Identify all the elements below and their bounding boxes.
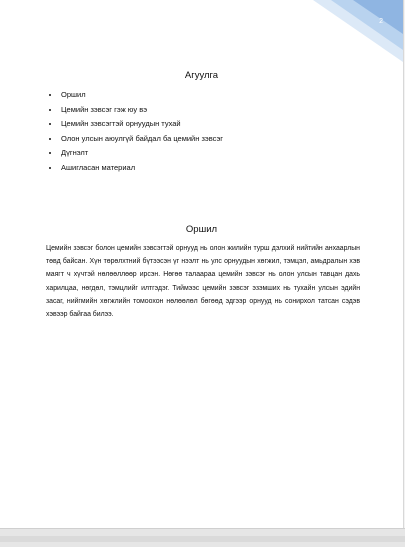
page-number: 2 xyxy=(379,18,383,25)
toc-item: • Олон улсын аюулгүй байдал ба цемийн зэвсэг xyxy=(60,132,223,147)
section-body: Цемийн зэвсэг болон цемийн зэвсэгтэй орнууд нь олон жилийн турш дэлхий нийтийн анхаарлын төвд байсан. Хүн төрөлхтний бүтээсэн үг нээлт нь улс орнуудын хөгжил, тэмцэл, амьдралын хэв маягт ч хүчтэй нөлөөллөөр ирсэн. Нөгөө талаараа цемийн зэвсэг нь олон улсын тавцан дахь харилцаа, нөгдөл, тэмцлийг илтгэдэг. Тиймээс цемийн зэвсэг эзэмших нь тухайн улсын эдийн засаг, нийгмийн хөгжлийн томоохон нөлөөлөл бөгөөд эдгээр орнууд нь сонирхол татсан сэдэв хэвээр байгаа билээ. xyxy=(46,245,360,319)
page-corner-decoration xyxy=(313,0,403,62)
section-title: Оршил xyxy=(185,224,218,235)
toc-item: • Дүгнэлт xyxy=(60,146,223,161)
toc-item: • Цемийн зэвсэгтэй орнуудын тухай xyxy=(60,117,223,132)
scrollbar-track[interactable] xyxy=(0,536,405,542)
toc-list xyxy=(48,88,223,176)
toc-item: • Цемийн зэвсэг гэж юу вэ xyxy=(60,103,223,118)
toc-title: Агуулга xyxy=(184,70,219,81)
horizontal-scrollbar[interactable] xyxy=(0,528,405,547)
toc-item: • Оршил xyxy=(60,88,223,103)
toc-item: • Ашигласан материал xyxy=(60,161,223,176)
